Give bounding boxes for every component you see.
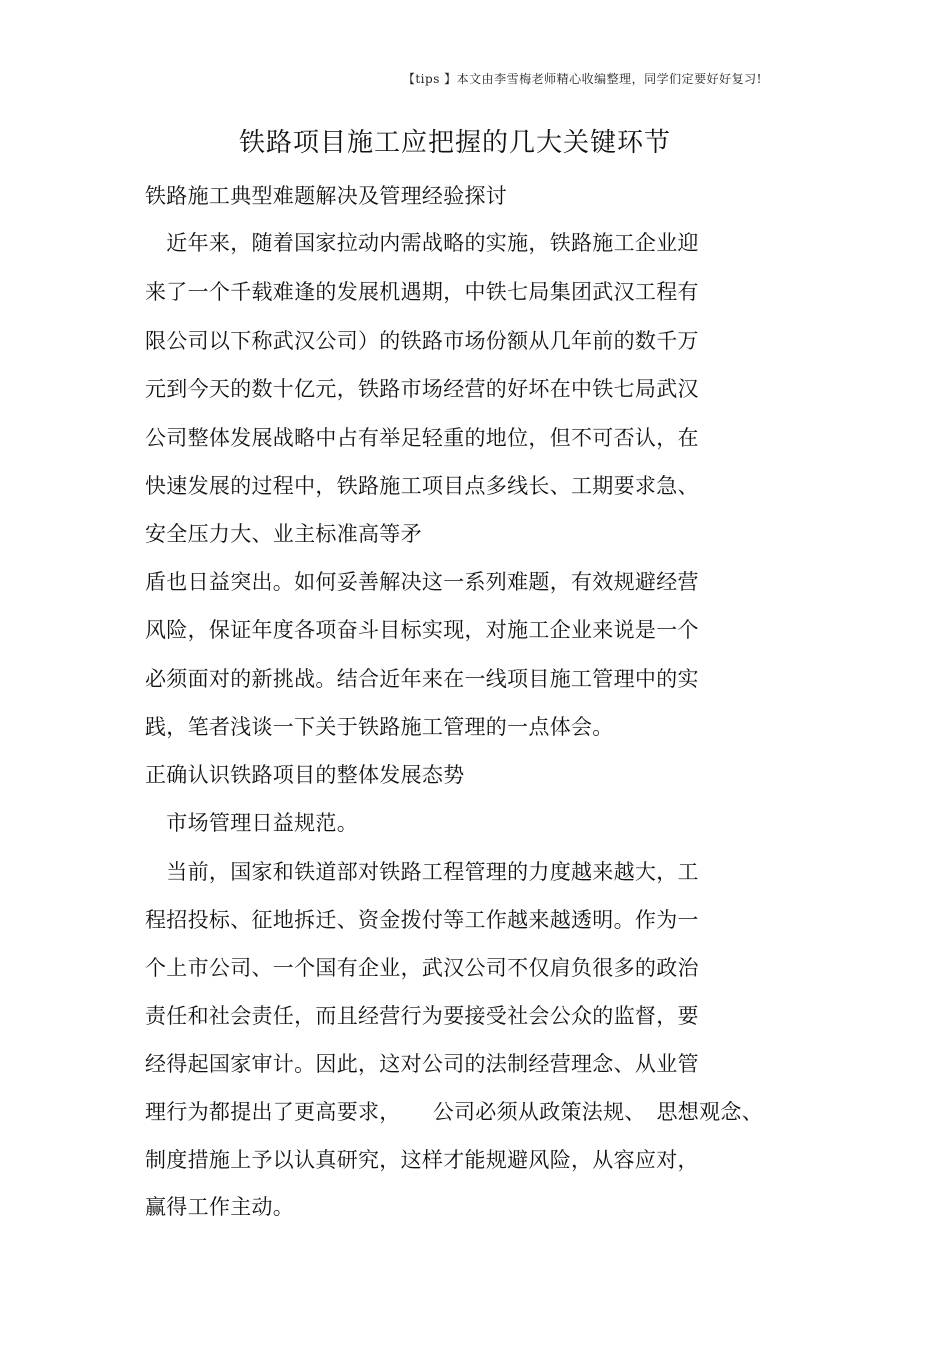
subsection-heading: 市场管理日益规范。: [145, 811, 358, 835]
body-line: 程招投标、征地拆迁、资金拨付等工作越来越透明。作为一: [145, 908, 699, 932]
body-line: 盾也日益突出。如何妥善解决这一系列难题，有效规避经营: [145, 570, 699, 594]
body-line: 个上市公司、一个国有企业，武汉公司不仅肩负很多的政治: [145, 956, 699, 980]
body-line: 赢得工作主动。: [145, 1195, 295, 1219]
body-line: 风险，保证年度各项奋斗目标实现，对施工企业来说是一个: [145, 618, 699, 642]
body-line: 践，笔者浅谈一下关于铁路施工管理的一点体会。: [145, 715, 614, 739]
body-line: 限公司以下称武汉公司）的铁路市场份额从几年前的数千万: [145, 329, 699, 353]
body-line: 快速发展的过程中，铁路施工项目点多线长、工期要求急、: [145, 474, 699, 498]
document-title: 铁路项目施工应把握的几大关键环节: [238, 128, 671, 158]
body-line: 安全压力大、业主标准高等矛: [145, 522, 422, 546]
body-line: 来了一个千载难逢的发展机遇期，中铁七局集团武汉工程有: [145, 280, 699, 304]
body-line: 制度措施上予以认真研究，这样才能规避风险，从容应对，: [145, 1148, 699, 1172]
body-line: 必须面对的新挑战。结合近年来在一线项目施工管理中的实: [145, 667, 699, 691]
body-line: 经得起国家审计。因此，这对公司的法制经营理念、从业管: [145, 1052, 699, 1076]
body-line: 近年来，随着国家拉动内需战略的实施，铁路施工企业迎: [145, 231, 699, 255]
body-line: 公司整体发展战略中占有举足轻重的地位，但不可否认，在: [145, 426, 699, 450]
body-line: 元到今天的数十亿元，铁路市场经营的好坏在中铁七局武汉: [145, 377, 699, 401]
body-line: 理行为都提出了更高要求， 公司必须从政策法规、 思想观念、: [145, 1100, 763, 1124]
body-line: 责任和社会责任，而且经营行为要接受社会公众的监督，要: [145, 1004, 699, 1028]
body-line: 当前，国家和铁道部对铁路工程管理的力度越来越大，工: [145, 860, 699, 884]
section-heading: 正确认识铁路项目的整体发展态势: [145, 763, 465, 787]
header-tips: 【tips 】本文由李雪梅老师精心收编整理，同学们定要好好复习!: [402, 72, 762, 86]
subtitle-line: 铁路施工典型难题解决及管理经验探讨: [145, 184, 508, 208]
